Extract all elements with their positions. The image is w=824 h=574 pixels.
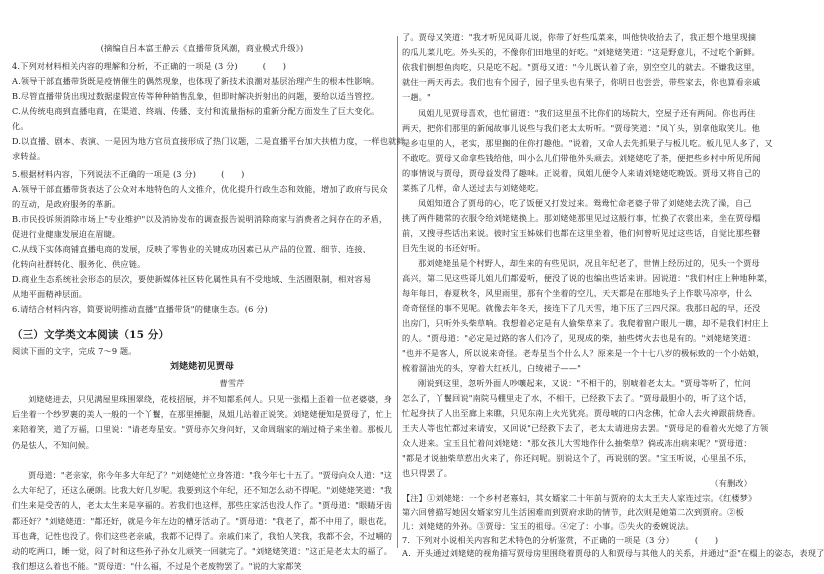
story-line: 的瓜儿菜儿吃。外头买的，不像你们田地里的好吃。"刘姥姥笑道："这是野意儿，不过吃个新鲜。 — [402, 47, 761, 57]
story-line: 的事情说与贾母，贾母益发得了趣味。正说着，凤姐儿便令人来请刘姥姥吃晚饭。贾母又将自己的 — [402, 168, 761, 178]
annotation-line: 【注】①刘姥姥：一个乡村老寡妇，其女婿家二十年前与贾府的太太王夫人家连过宗。《红楼梦》 — [402, 493, 757, 503]
story-line: "都是才说抽柴草惹出火来了，你还问呢。别说这个了，再说别的罢。"宝玉听说，心里虽不乐， — [402, 453, 752, 463]
story-line: 前，又搜寻些话出来说。彼时宝玉姊妹们也都在这里坐着，他们何曾听见过这些话，自觉比那些瞽 — [402, 228, 761, 238]
story-line: 也只得罢了。 — [402, 468, 453, 478]
story-paragraph-1: 刘姥姥进去，只见满屋里珠围翠绕，花枝招展，并不知都系何人。只见一张榻上歪着一位老婆婆，身后坐着一个纱罗裹的美人一般的一个丫鬟，在那里捶腿，凤姐儿站着正说笑。刘姥姥便知是贾母了，忙上来陪着笑，道了万福，口里说："请老寿星安。"贾母亦欠身问好，又命周瑞家的端过椅子来坐着。那板儿仍是怯人，不知问候。 — [12, 394, 392, 450]
story-line: 是乡屯里的人，老实，那里搁的住你打趣他。"说着，又命人去先抓果子与板儿吃。板儿见人多了，又 — [402, 138, 773, 148]
story-line: 每年每日，春夏秋冬，风里雨里，那有个坐着的空儿，天天都是在那地头子上作歇马凉亭，什么 — [402, 288, 753, 298]
question-6: 6.请结合材料内容，简要说明推动直播"直播带货"的健康生态。(6 分) — [12, 304, 268, 314]
story-line: 不敢吃。贾母又命拿些钱给他，叫小么儿们带他外头顽去。刘姥姥吃了茶，便把些乡村中所见所闻 — [402, 153, 761, 163]
q5-line: B.市民投诉须消除市场上"专业维护"以及消协发布的调查报告说明消除商家与消费者之间存在的矛盾， — [12, 214, 388, 224]
q7-option-a: A．开头通过刘姥姥的视角描写贾母房里围绕着贾母的人和贾母与其他人的关系，并通过"歪"在榻上的姿态，表现了 — [402, 548, 824, 558]
story-line: 忙起身扶了人出至廊上来瞧，只见东南上火光犹亮。贾母唬的口内念佛，忙命人去火神跟前烧香。 — [402, 408, 761, 418]
q4-option-a: A.领导干部直播带货既是疫情催生的偶然现象，也体现了新技术浪潮对基层治理产生的根本性影响。 — [12, 76, 380, 86]
q4-option-c: C.从传统电商到直播电商，在渠道、终端、传播、支付和流量指标的重新分配方面发生了巨大变化。 — [12, 106, 380, 116]
story-line: 怎么了，丫鬟回说"南院马棚里走了水，不相干，已经救下去了。"贾母最胆小的，听了这个话， — [402, 393, 752, 403]
q5-line: 促进行业健康发展迫在眉睫。 — [12, 229, 121, 239]
story-line: 凤姐儿见贾母喜欢，也忙留道："我们这里虽不比你们的场院大，空屋子还有两间。你也再住 — [418, 108, 756, 118]
story-line: "也并不是客人，所以说来奇怪。老寿星当个什么人？原来是一个十七八岁的极标致的一个小姑娘， — [402, 348, 765, 358]
story-line: 了。贾母又笑道："我才听见凤哥儿说，你带了好些瓜菜来，叫他快收拾去了，我正想个地里现摘 — [402, 32, 757, 42]
section-intro: 阅读下面的文字，完成 7～9 题。 — [12, 346, 137, 356]
story-line: 奇奇怪怪的事不见呢。就像去年冬天，接连下了几天雪，地下压了三四尺深。我那日起的早，还没 — [402, 303, 761, 313]
excerpt-note: （有删改） — [710, 478, 752, 488]
q5-line: 从地平面精神层面。 — [12, 289, 88, 299]
story-title: 刘姥姥初见贾母 — [169, 362, 235, 372]
q5-line: 化转向社群转化、服务化、供应链。 — [12, 259, 146, 269]
story-line: 的人。"贾母道："必定是过路的客人们冷了，见现成的柴，抽些烤火去也是有的。"刘姥姥笑道： — [402, 333, 756, 343]
story-line: 菜拣了几样，命人送过去与刘姥姥吃。 — [402, 183, 544, 193]
q5-line: C.从线下实体商铺直播电商的发展，反映了零售业的关键成功因素已从产品的位置、细节、连接、 — [12, 244, 372, 254]
q5-line: 的互动，是政府服务的革新。 — [12, 199, 121, 209]
story-line: 目先生说的书还好听。 — [402, 243, 486, 253]
story-line: 凤姐知道合了贾母的心，吃了饭便又打发过来。鸳鸯忙命老婆子带了刘姥姥去洗了澡，自己 — [418, 198, 752, 208]
annotation-line: 儿：刘姥姥的外孙。③贾母：宝玉的祖母。④定了：小事。⑤失火的委婉说法。 — [402, 521, 694, 531]
source-citation: (摘编自吕本富王静云《直播带货风潮，商业模式升级》) — [100, 43, 304, 53]
story-line: 出房门，只听外头柴草响。我想着必定是有人偷柴草来了。我爬着窗户眼儿一瞧，却不是我们村庄上 — [402, 318, 769, 328]
q4-option-b: B.尽管直播带货出现过数据虚假宣传等种种销售乱象，但即时解决折射出的问题，要给以适当管控。 — [12, 91, 380, 101]
q5-line: D.商业生态系统社会形态的层次，要使新媒体社区转化属性具有不受地域、生活圈限制，相对容易 — [12, 274, 372, 284]
story-line: 刚说到这里，忽听外面人吵嚷起来，又说："不相干的，别唬着老太太。"贾母等听了，忙问 — [418, 378, 751, 388]
question-5: 5.根据材料内容，下列说法不正确的一项是 (3 分) ( ) — [12, 169, 245, 179]
story-line: 梳着溜油光的头，穿着大红袄儿，白绫裙子——" — [402, 363, 582, 373]
story-author: 曹雪芹 — [219, 378, 245, 388]
annotation-line: 第六回曾描写她因女婿家穷儿生活困难而到贾府求助的情节，此次则是她第二次到贾府。②板 — [402, 507, 744, 517]
story-line: 挑了两件随常的衣服令给刘姥姥换上。那刘姥姥那里见过这般行事，忙换了衣裳出来，坐在贾母榻 — [402, 213, 761, 223]
story-line: 众人进来。宝玉且忙着问刘姥姥："那女孩儿大雪地作什么抽柴草？倘或冻出病来呢？"贾母道： — [402, 438, 752, 448]
q5-line: A.领导干部直播带货表达了公众对本地特色的人文推介，优化提升行政生态和效能，增加了政府与民众 — [12, 184, 388, 194]
story-line: 那刘姥姥虽是个村野人，却生来的有些见识，况且年纪老了，世情上经历过的，见头一个贾母 — [418, 258, 760, 268]
story-line: 依我们倒想鱼肉吃，只是吃不起。"贾母又道："今儿既认着了亲，别空空儿的就去。不嫌我这里， — [402, 62, 761, 72]
story-line: 王夫人等也忙都过来请安，又回说"已经救下去了，老太太请进房去罢。"贾母足的看着火光熄了方领 — [402, 423, 769, 433]
q4-option-d: D.以直播、剧本、表演、一是因为地方官员直接形成了热门议题，二是直播平台加大扶植力度，一样也就鲜 — [12, 136, 405, 146]
q4-option-c-cont: 化。 — [12, 121, 29, 131]
story-line: 两天，把你们那里的新闻故事儿说些与我们老太太听听。"贾母笑道："凤丫头，别拿他取笑儿。他 — [402, 123, 761, 133]
question-4: 4.下列对材料相关内容的理解和分析，不正确的一项是 (3 分) ( ) — [12, 61, 287, 71]
section-heading: （三）文学类文本阅读（15 分） — [12, 329, 170, 341]
story-line: 一趟。" — [402, 92, 431, 102]
story-line: 就住一两天再去。我们也有个园子，园子里头也有果子，你明日也尝尝，带些家去，你也算看亲戚 — [402, 77, 761, 87]
q4-option-d-cont: 求转益。 — [12, 151, 46, 161]
question-7: 7．下列对小说相关内容和艺术特色的分析鉴赏，不正确的一项是（3 分） ( ) — [402, 535, 719, 545]
story-paragraph-2: 贾母道："老亲家，你今年多大年纪了？"刘姥姥忙立身答道："我今年七十五了。"贾母向众人道："这么大年纪了，还这么硬朗。比我大好几岁呢。我要到这个年纪，还不知怎么动不得呢。"刘姥姥笑道："我们生来是受苦的人，老太太生来是享福的。若我们也这样，那些庄家活也没人作了。"贾母道："眼睛牙齿都还好？"刘姥姥道："都还好，就是今年左边的槽牙活动了。"贾母道："我老了，都不中用了，眼也花，耳也聋，记性也没了。你们这些老亲戚，我都不记得了。亲戚们来了，我怕人笑我，我都不会，不过嚼的动的吃两口，睡一觉，闷了时和这些孙子孙女儿顽笑一回就完了。"刘姥姥笑道："这正是老太太的福了。我们想这么着也不能。"贾母道："什么福，不过是个老废物罢了。"说的大家都笑 — [12, 470, 392, 572]
column-divider — [397, 36, 398, 548]
story-line: 高兴，第二见这些哥儿姐儿们都爱听，便没了说的也编出些话来讲。因说道："我们村庄上种地种菜， — [402, 273, 773, 283]
